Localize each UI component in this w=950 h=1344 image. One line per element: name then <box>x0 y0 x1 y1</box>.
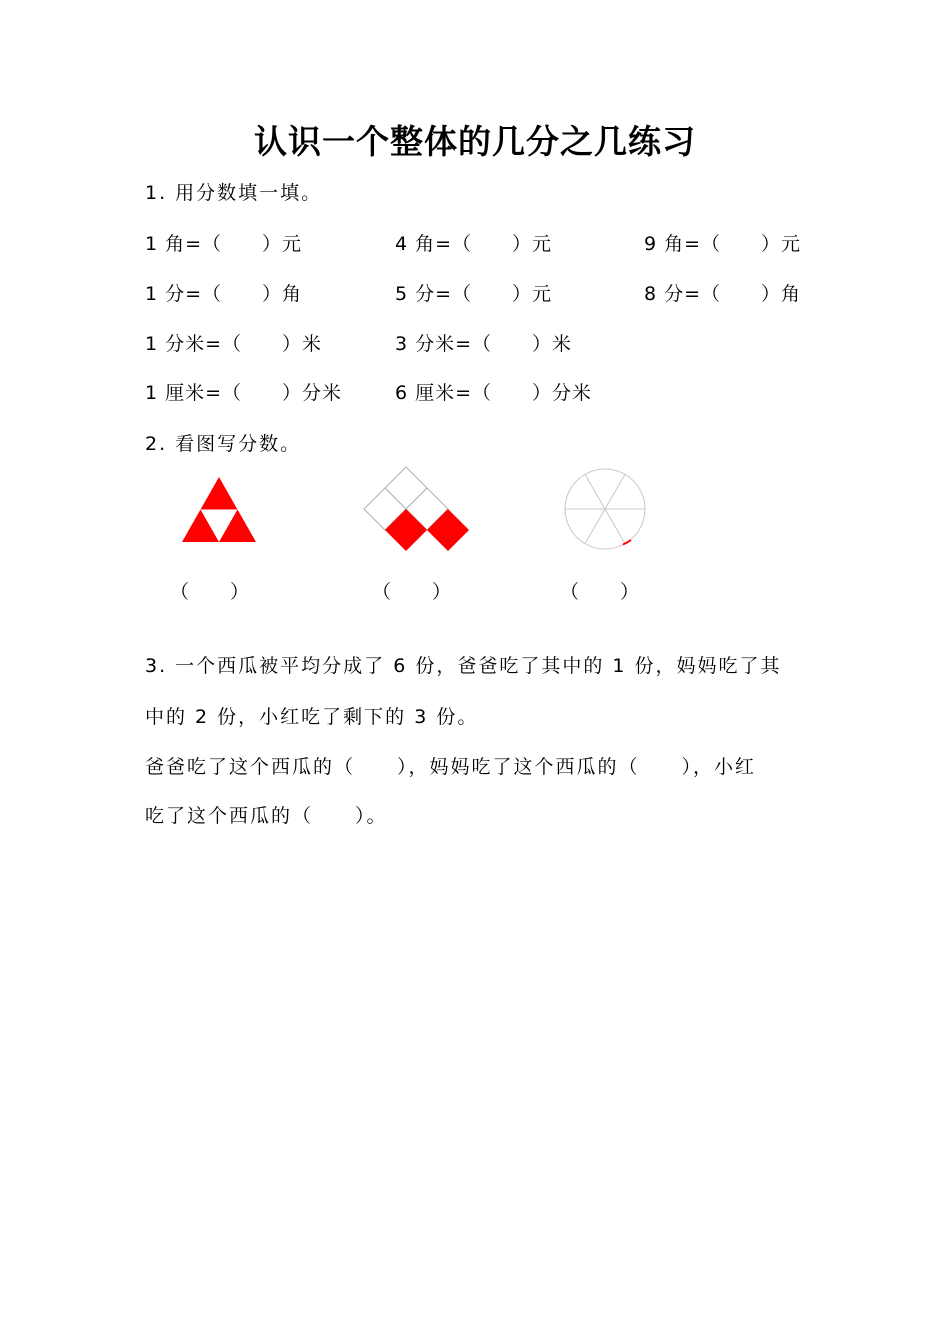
q1-item-9: 1 厘米=（ ）分米 <box>145 382 343 404</box>
circle-figure <box>560 464 650 554</box>
q1-item-5: 5 分=（ ）元 <box>395 283 553 305</box>
q1-item-10: 6 厘米=（ ）分米 <box>395 382 593 404</box>
diamond-figure <box>362 462 474 556</box>
q2-answer-2[interactable]: （ ） <box>372 581 453 603</box>
q2-answer-3[interactable]: （ ） <box>560 581 641 603</box>
q1-item-6: 8 分=（ ）角 <box>644 283 802 305</box>
question-3-line-1: 3. 一个西瓜被平均分成了 6 份，爸爸吃了其中的 1 份，妈妈吃了其 <box>145 655 782 677</box>
q1-item-4: 1 分=（ ）角 <box>145 283 303 305</box>
question-1-heading: 1. 用分数填一填。 <box>145 182 323 204</box>
question-3-line-2: 中的 2 份，小红吃了剩下的 3 份。 <box>145 706 479 728</box>
q1-item-2: 4 角=（ ）元 <box>395 233 553 255</box>
question-2-heading: 2. 看图写分数。 <box>145 433 302 455</box>
question-3-line-4: 吃了这个西瓜的（ ）。 <box>145 805 388 827</box>
page-title: 认识一个整体的几分之几练习 <box>254 122 696 161</box>
q2-answer-1[interactable]: （ ） <box>170 581 251 603</box>
q1-item-8: 3 分米=（ ）米 <box>395 333 573 355</box>
triangle-figure <box>178 474 260 546</box>
q1-item-3: 9 角=（ ）元 <box>644 233 802 255</box>
q1-item-7: 1 分米=（ ）米 <box>145 333 323 355</box>
question-3-line-3: 爸爸吃了这个西瓜的（ ），妈妈吃了这个西瓜的（ ），小红 <box>145 756 757 778</box>
q1-item-1: 1 角=（ ）元 <box>145 233 303 255</box>
